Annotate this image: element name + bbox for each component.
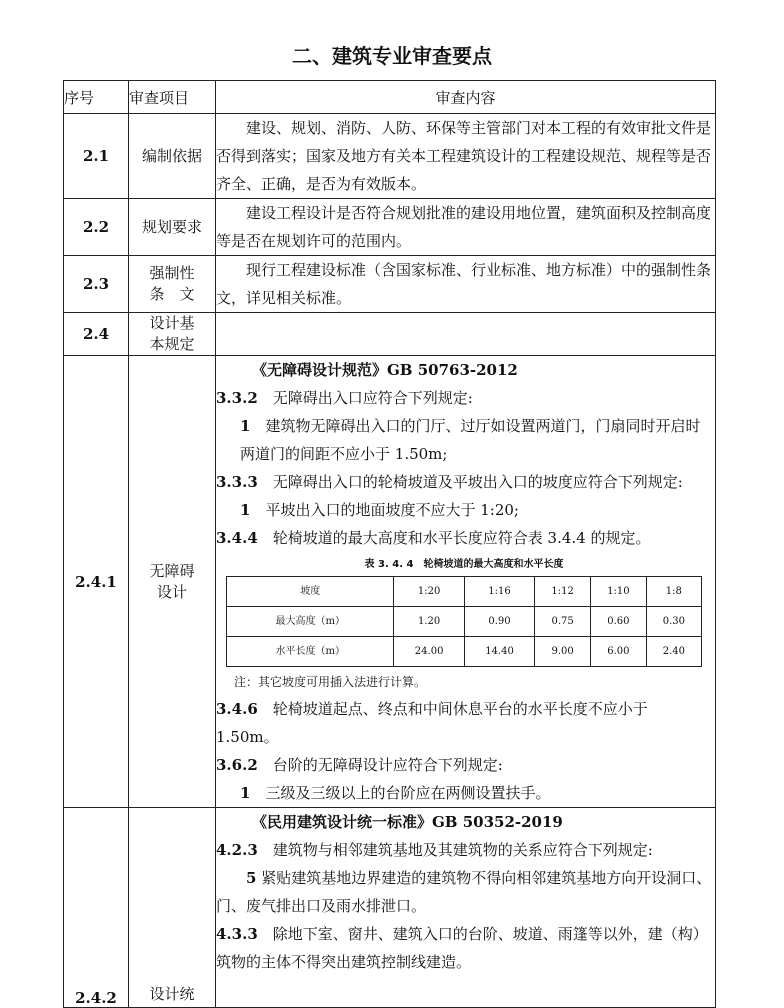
subtable-cell: 1:12: [535, 577, 591, 607]
clause: 3.6.2 台阶的无障碍设计应符合下列规定:: [216, 756, 503, 774]
subtable-cell: 14.40: [464, 637, 534, 667]
subtable-cell: 0.75: [535, 607, 591, 637]
subtable-row: [227, 577, 702, 607]
subtable-cell: 0.30: [646, 607, 701, 637]
table-row-241: [64, 356, 716, 808]
subtable-cell: 0.60: [590, 607, 646, 637]
table-row-242: [64, 808, 716, 1008]
subtable-row: [227, 607, 702, 637]
row-num: 2.2: [64, 199, 129, 256]
clause: 4.2.3 建筑物与相邻建筑基地及其建筑物的关系应符合下列规定:: [216, 841, 653, 859]
row-item: 设计统: [129, 808, 216, 1008]
subtable-cell: 最大高度（m）: [227, 607, 394, 637]
subtable-caption: 表 3. 4. 4 轮椅坡道的最大高度和水平长度: [364, 559, 564, 570]
row-item: 编制依据: [129, 114, 216, 199]
subtable-cell: 6.00: [590, 637, 646, 667]
table-row: [64, 199, 716, 256]
row-item: 强制性 条 文: [129, 256, 216, 313]
row-item: 规划要求: [129, 199, 216, 256]
page-title: 二、建筑专业审查要点: [292, 44, 492, 68]
subtable-row: [227, 637, 702, 667]
subtable-cell: 1:16: [464, 577, 534, 607]
clause: 3.4.6 轮椅坡道起点、终点和中间休息平台的水平长度不应小于 1.50m。: [216, 700, 648, 746]
subtable-cell: 1:20: [394, 577, 464, 607]
row-num: 2.4.2: [64, 808, 129, 1008]
row-content: 建设、规划、消防、人防、环保等主管部门对本工程的有效审批文件是否得到落实；国家及地方有关本工程建筑设计的工程建设规范、规程等是否齐全、正确，是否为有效版本。: [216, 114, 716, 199]
subtable-cell: 2.40: [646, 637, 701, 667]
table-note: 注：其它坡度可用插入法进行计算。: [234, 675, 427, 689]
ramp-table: [226, 576, 702, 667]
row-num: 2.4: [64, 313, 129, 356]
subtable-cell: 1:8: [646, 577, 701, 607]
subtable-cell: 1:10: [590, 577, 646, 607]
row-content: [216, 356, 716, 808]
table-row: [64, 313, 716, 356]
clause: 3.3.2 无障碍出入口应符合下列规定:: [216, 389, 473, 407]
clause-item: 5 紧贴建筑基地边界建造的建筑物不得向相邻建筑基地方向开设洞口、门、废气排出口及雨水排泄口。: [216, 869, 712, 915]
review-table: [63, 80, 716, 1008]
subtable-cell: 24.00: [394, 637, 464, 667]
table-row: [64, 256, 716, 313]
clause: 3.4.4 轮椅坡道的最大高度和水平长度应符合表 3.4.4 的规定。: [216, 529, 651, 547]
clause-item: 1 建筑物无障碍出入口的门厅、过厅如设置两道门，门扇同时开启时两道门的间距不应小于 1.50m;: [240, 417, 701, 463]
clause: 3.3.3 无障碍出入口的轮椅坡道及平坡出入口的坡度应符合下列规定:: [216, 473, 683, 491]
standard-title: 《无障碍设计规范》GB 50763-2012: [252, 361, 518, 379]
subtable-cell: 9.00: [535, 637, 591, 667]
clause-item: 1 平坡出入口的地面坡度不应大于 1:20;: [240, 501, 519, 519]
row-content: [216, 808, 716, 1008]
header-item: 审查项目: [129, 81, 216, 114]
row-content: 建设工程设计是否符合规划批准的建设用地位置，建筑面积及控制高度等是否在规划许可的范围内。: [216, 199, 716, 256]
header-content: 审查内容: [216, 81, 716, 114]
row-item: 设计基 本规定: [129, 313, 216, 356]
subtable-cell: 1.20: [394, 607, 464, 637]
table-row: [64, 114, 716, 199]
standard-title: 《民用建筑设计统一标准》GB 50352-2019: [252, 813, 563, 831]
subtable-cell: 水平长度（m）: [227, 637, 394, 667]
row-num: 2.1: [64, 114, 129, 199]
row-num: 2.4.1: [64, 356, 129, 808]
row-content: 现行工程建设标准（含国家标准、行业标准、地方标准）中的强制性条文，详见相关标准。: [216, 256, 716, 313]
row-item: 无障碍 设计: [129, 356, 216, 808]
subtable-cell: 0.90: [464, 607, 534, 637]
row-content: [216, 313, 716, 356]
clause: 4.3.3 除地下室、窗井、建筑入口的台阶、坡道、雨篷等以外，建（构）筑物的主体不得突出建筑控制线建造。: [216, 925, 708, 971]
subtable-cell: 坡度: [227, 577, 394, 607]
table-header-row: [64, 81, 716, 114]
row-num: 2.3: [64, 256, 129, 313]
clause-item: 1 三级及三级以上的台阶应在两侧设置扶手。: [240, 784, 551, 802]
header-seq: 序号: [64, 81, 129, 114]
